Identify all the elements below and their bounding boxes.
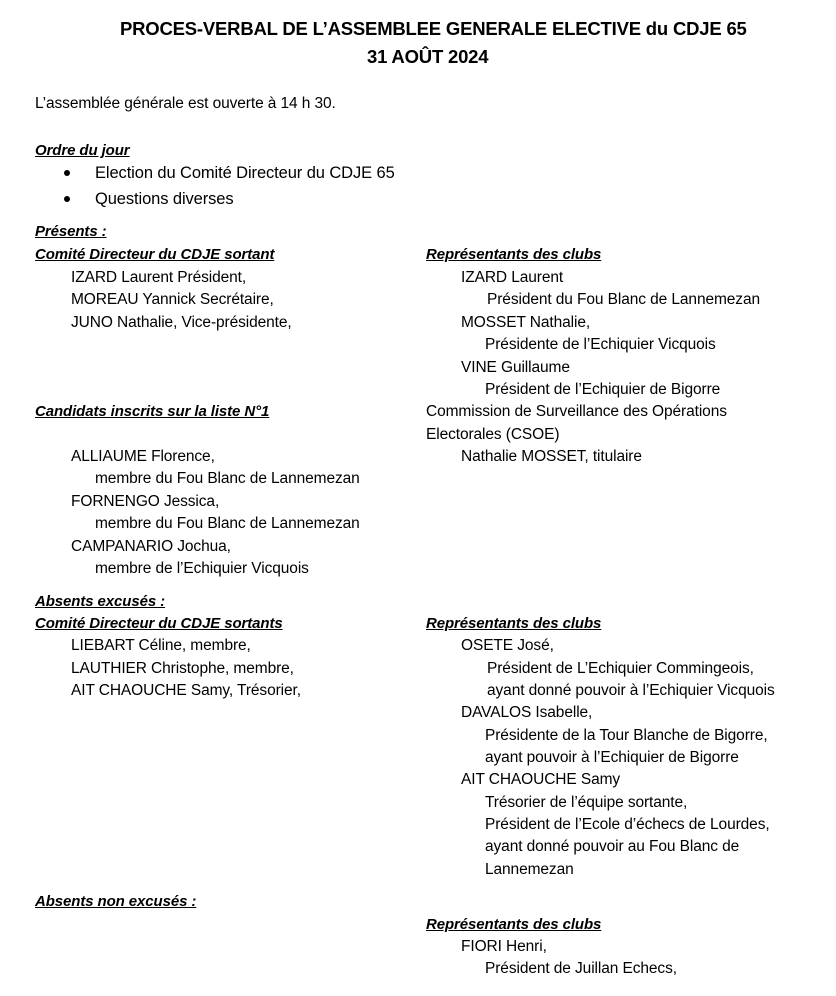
club-proxy: ayant donné pouvoir au Fou Blanc de <box>485 838 740 855</box>
club-role: Présidente de la Tour Blanche de Bigorre, <box>485 727 768 744</box>
club-representative: MOSSET Nathalie, <box>461 314 591 331</box>
agenda-item: Election du Comité Directeur du CDJE 65 <box>95 164 395 182</box>
absents-clubs-heading: Représentants des clubs <box>426 615 602 632</box>
club-representative: FIORI Henri, <box>461 938 547 955</box>
absents-excused-heading: Absents excusés : <box>35 593 166 610</box>
absents-unexcused-heading: Absents non excusés : <box>35 893 197 910</box>
candidate-club: membre de l’Echiquier Vicquois <box>95 560 309 577</box>
club-role: Trésorier de l’équipe sortante, <box>485 794 688 811</box>
candidate-name: FORNENGO Jessica, <box>71 493 220 510</box>
presents-clubs-heading: Représentants des clubs <box>426 246 602 263</box>
presents-committee-heading: Comité Directeur du CDJE sortant <box>35 246 275 263</box>
club-representative: AIT CHAOUCHE Samy <box>461 771 621 788</box>
candidate-club: membre du Fou Blanc de Lannemezan <box>95 470 360 487</box>
csoe-title: Commission de Surveillance des Opérations <box>426 403 727 420</box>
club-representative: DAVALOS Isabelle, <box>461 704 593 721</box>
club-role: Président du Fou Blanc de Lannemezan <box>487 291 761 308</box>
committee-member: IZARD Laurent Président, <box>71 269 247 286</box>
club-proxy: ayant donné pouvoir à l’Echiquier Vicquois <box>487 682 775 699</box>
club-representative: IZARD Laurent <box>461 269 564 286</box>
committee-member: JUNO Nathalie, Vice-présidente, <box>71 314 292 331</box>
candidate-name: ALLIAUME Florence, <box>71 448 215 465</box>
agenda-heading: Ordre du jour <box>35 142 130 159</box>
absents-committee-heading: Comité Directeur du CDJE sortants <box>35 615 283 632</box>
club-role: Président de l’Echiquier de Bigorre <box>485 381 721 398</box>
committee-member: MOREAU Yannick Secrétaire, <box>71 291 274 308</box>
candidate-name: CAMPANARIO Jochua, <box>71 538 231 555</box>
club-proxy: ayant pouvoir à l’Echiquier de Bigorre <box>485 749 739 766</box>
bullet-icon <box>64 196 70 202</box>
csoe-member: Nathalie MOSSET, titulaire <box>461 448 642 465</box>
club-role: Présidente de l’Echiquier Vicquois <box>485 336 716 353</box>
club-role: Président de l’Ecole d’échecs de Lourdes, <box>485 816 770 833</box>
unexcused-clubs-heading: Représentants des clubs <box>426 916 602 933</box>
club-representative: OSETE José, <box>461 637 554 654</box>
agenda-item: Questions diverses <box>95 190 234 208</box>
candidates-heading: Candidats inscrits sur la liste N°1 <box>35 403 270 420</box>
opening-statement: L’assemblée générale est ouverte à 14 h 30. <box>35 95 336 112</box>
club-role: Président de L’Echiquier Commingeois, <box>487 660 754 677</box>
candidate-club: membre du Fou Blanc de Lannemezan <box>95 515 360 532</box>
csoe-title-continued: Electorales (CSOE) <box>426 426 560 443</box>
committee-member: LAUTHIER Christophe, membre, <box>71 660 294 677</box>
committee-member: LIEBART Céline, membre, <box>71 637 251 654</box>
document-date: 31 AOÛT 2024 <box>367 46 489 67</box>
club-role: Président de Juillan Echecs, <box>485 960 677 977</box>
club-proxy-continued: Lannemezan <box>485 861 574 878</box>
club-representative: VINE Guillaume <box>461 359 570 376</box>
committee-member: AIT CHAOUCHE Samy, Trésorier, <box>71 682 301 699</box>
bullet-icon <box>64 170 70 176</box>
presents-heading: Présents : <box>35 223 107 240</box>
document-title: PROCES-VERBAL DE L’ASSEMBLEE GENERALE ELECTIVE du CDJE 65 <box>120 18 747 39</box>
